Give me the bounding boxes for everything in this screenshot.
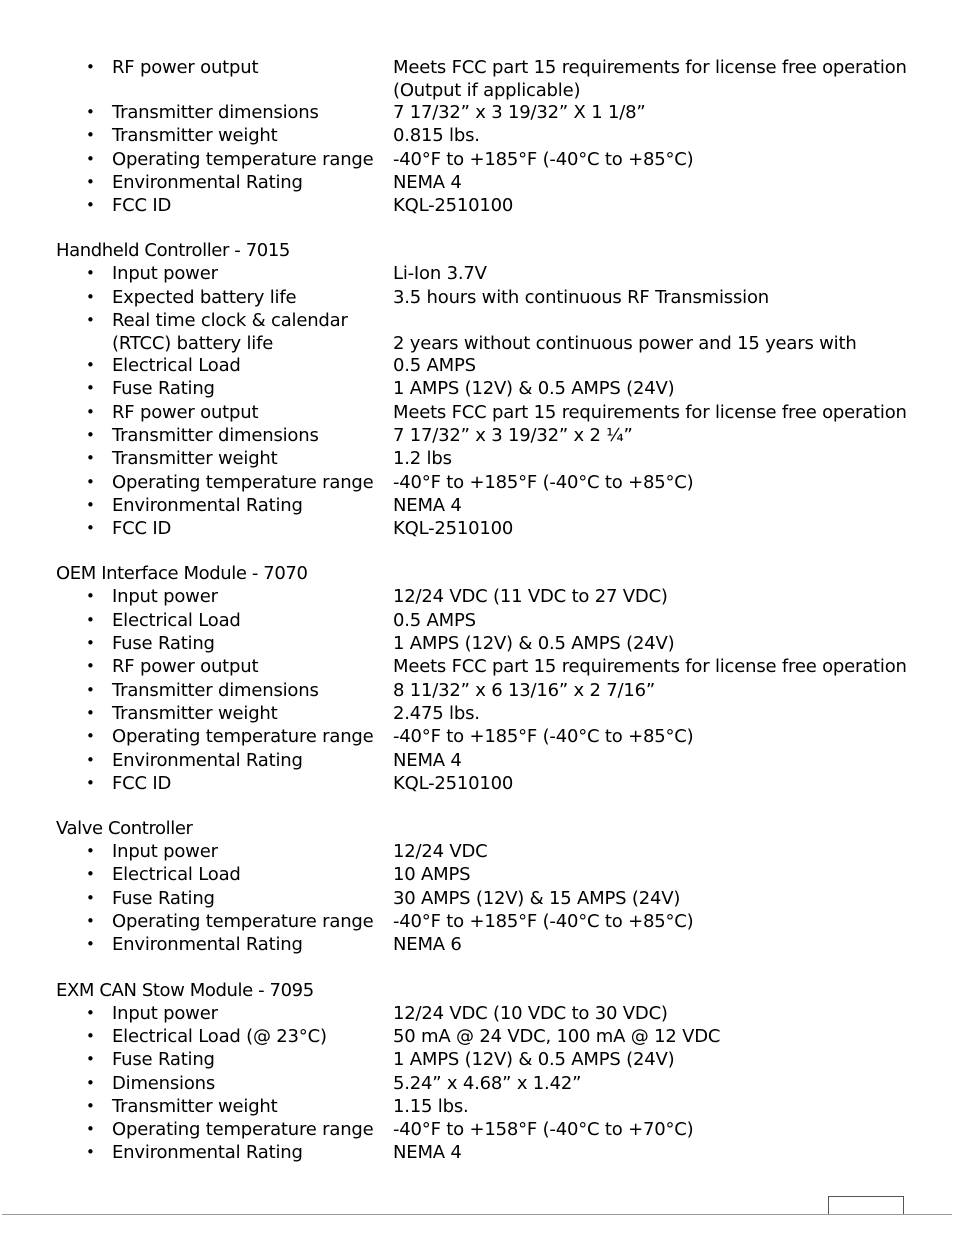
bullet-icon: • (86, 842, 95, 861)
spec-value-line: (Output if applicable) (393, 80, 581, 101)
spec-label: Dimensions (112, 1072, 216, 1094)
bullet-icon: • (86, 1003, 95, 1022)
spec-row (0, 194, 954, 217)
spec-value: NEMA 4 (393, 749, 462, 771)
spec-label: Transmitter weight (112, 702, 278, 724)
spec-value: Meets FCC part 15 requirements for license free operation (393, 656, 907, 678)
spec-row (0, 262, 954, 285)
spec-label: RF power output (112, 656, 259, 678)
spec-value: 3.5 hours with continuous RF Transmission (393, 286, 769, 308)
bullet-icon: • (86, 311, 95, 330)
spec-row (0, 632, 954, 655)
spec-value: 1 AMPS (12V) & 0.5 AMPS (24V) (393, 1049, 675, 1071)
spec-label: Environmental Rating (112, 494, 303, 516)
spec-value: -40°F to +185°F (-40°C to +85°C) (393, 148, 694, 170)
bullet-icon: • (86, 657, 95, 676)
bullet-icon: • (86, 888, 95, 907)
bullet-icon: • (86, 449, 95, 468)
spec-value-line (393, 309, 857, 332)
spec-label: Environmental Rating (112, 749, 303, 771)
spec-value (393, 56, 907, 102)
spec-value: 0.5 AMPS (393, 355, 476, 377)
spec-label: RF power output (112, 57, 259, 78)
spec-value: -40°F to +185°F (-40°C to +85°C) (393, 471, 694, 493)
spec-row (0, 1002, 954, 1025)
spec-value: NEMA 4 (393, 1142, 462, 1164)
bullet-icon: • (86, 287, 95, 306)
bullet-icon: • (86, 727, 95, 746)
spec-row (0, 679, 954, 702)
bullet-icon: • (86, 1050, 95, 1069)
spec-value: 1.2 lbs (393, 448, 452, 470)
bullet-icon: • (86, 750, 95, 769)
bullet-icon: • (86, 472, 95, 491)
spec-label: Environmental Rating (112, 1142, 303, 1164)
spec-value: Li-Ion 3.7V (393, 263, 487, 285)
spec-row (0, 772, 954, 795)
spec-row (0, 910, 954, 933)
spec-row (0, 933, 954, 956)
spec-label-line: (RTCC) battery life (112, 333, 274, 355)
spec-label: Operating temperature range (112, 1119, 374, 1141)
spec-label: Fuse Rating (112, 887, 215, 909)
spec-label: Electrical Load (112, 609, 241, 631)
spec-row (0, 863, 954, 886)
bullet-icon: • (86, 126, 95, 145)
bullet-icon: • (86, 58, 95, 76)
spec-label: Transmitter weight (112, 1095, 278, 1117)
spec-label: Operating temperature range (112, 726, 374, 748)
spec-row (0, 401, 954, 424)
spec-value-line: Meets FCC part 15 requirements for license free operation (393, 57, 907, 78)
section-title: OEM Interface Module - 7070 (56, 563, 308, 585)
spec-label: Operating temperature range (112, 471, 374, 493)
spec-label: Input power (112, 841, 218, 863)
spec-label: Input power (112, 586, 218, 608)
spec-label: FCC ID (112, 518, 172, 540)
spec-label: Transmitter dimensions (112, 424, 319, 446)
spec-label-line: Real time clock & calendar (112, 310, 348, 332)
spec-value: 12/24 VDC (11 VDC to 27 VDC) (393, 586, 668, 608)
spec-row (0, 517, 954, 540)
spec-label: Operating temperature range (112, 911, 374, 933)
spec-section-valve-controller (0, 817, 954, 956)
spec-value: 1 AMPS (12V) & 0.5 AMPS (24V) (393, 378, 675, 400)
bullet-icon: • (86, 149, 95, 168)
spec-row (0, 124, 954, 147)
spec-value: 12/24 VDC (393, 841, 488, 863)
bullet-icon: • (86, 680, 95, 699)
bullet-icon: • (86, 773, 95, 792)
footer-rule (2, 1214, 952, 1215)
bullet-icon: • (86, 495, 95, 514)
spec-label: Transmitter weight (112, 125, 278, 147)
spec-value: 0.815 lbs. (393, 125, 480, 147)
spec-value: 50 mA @ 24 VDC, 100 mA @ 12 VDC (393, 1025, 721, 1047)
bullet-icon: • (86, 1073, 95, 1092)
spec-row (0, 171, 954, 194)
spec-label: Operating temperature range (112, 148, 374, 170)
bullet-icon: • (86, 1026, 95, 1045)
spec-row (0, 354, 954, 377)
spec-value: 7 17/32” x 3 19/32” x 2 ¼” (393, 424, 633, 446)
spec-value: 5.24” x 4.68” x 1.42” (393, 1072, 582, 1094)
bullet-icon: • (86, 1143, 95, 1162)
spec-value: 0.5 AMPS (393, 609, 476, 631)
spec-value: 1.15 lbs. (393, 1095, 469, 1117)
spec-value: KQL-2510100 (393, 195, 514, 217)
spec-label: Expected battery life (112, 286, 297, 308)
spec-row (0, 609, 954, 632)
spec-label (112, 309, 348, 355)
spec-value: 7 17/32” x 3 19/32” X 1 1/8” (393, 102, 646, 123)
spec-value: -40°F to +185°F (-40°C to +85°C) (393, 911, 694, 933)
spec-label: Input power (112, 1002, 218, 1024)
spec-value: -40°F to +158°F (-40°C to +70°C) (393, 1119, 694, 1141)
page-number-tab (828, 1196, 904, 1214)
spec-value: KQL-2510100 (393, 518, 514, 540)
spec-row (0, 447, 954, 470)
spec-row (0, 148, 954, 171)
bullet-icon: • (86, 356, 95, 375)
spec-label: Transmitter weight (112, 448, 278, 470)
spec-value: 1 AMPS (12V) & 0.5 AMPS (24V) (393, 633, 675, 655)
spec-row (0, 1095, 954, 1118)
spec-row (0, 471, 954, 494)
spec-section-oem-interface-module (0, 562, 954, 795)
bullet-icon: • (86, 1096, 95, 1115)
spec-label: RF power output (112, 401, 259, 423)
spec-value: 12/24 VDC (10 VDC to 30 VDC) (393, 1002, 668, 1024)
spec-label: FCC ID (112, 195, 172, 217)
spec-row (0, 749, 954, 772)
spec-value: KQL-2510100 (393, 772, 514, 794)
spec-row (0, 840, 954, 863)
spec-label: Electrical Load (112, 355, 241, 377)
spec-row (0, 1072, 954, 1095)
spec-row (0, 1141, 954, 1164)
spec-section-handheld-controller (0, 239, 954, 540)
spec-row (0, 377, 954, 400)
spec-label: Electrical Load (112, 864, 241, 886)
spec-value: Meets FCC part 15 requirements for license free operation (393, 401, 907, 423)
section-title: EXM CAN Stow Module - 7095 (56, 979, 314, 1001)
spec-row (0, 655, 954, 678)
bullet-icon: • (86, 1120, 95, 1139)
section-title: Valve Controller (56, 818, 193, 840)
bullet-icon: • (86, 402, 95, 421)
spec-row (0, 101, 954, 124)
spec-row (0, 286, 954, 309)
spec-label: Transmitter dimensions (112, 679, 319, 701)
spec-row (0, 702, 954, 725)
section-title: Handheld Controller - 7015 (56, 240, 290, 262)
bullet-icon: • (86, 519, 95, 538)
spec-row (0, 56, 954, 101)
spec-label: Input power (112, 263, 218, 285)
spec-label: Environmental Rating (112, 171, 303, 193)
spec-section-continued (0, 56, 954, 217)
spec-row (0, 1025, 954, 1048)
spec-row (0, 725, 954, 748)
spec-document (0, 56, 954, 1165)
spec-section-exm-can-stow-module (0, 979, 954, 1165)
bullet-icon: • (86, 703, 95, 722)
bullet-icon: • (86, 634, 95, 653)
spec-label: Transmitter dimensions (112, 102, 319, 123)
spec-label: Fuse Rating (112, 1049, 215, 1071)
bullet-icon: • (86, 912, 95, 931)
spec-label: FCC ID (112, 772, 172, 794)
bullet-icon: • (86, 172, 95, 191)
spec-row (0, 424, 954, 447)
spec-label: Environmental Rating (112, 934, 303, 956)
spec-row (0, 887, 954, 910)
bullet-icon: • (86, 264, 95, 283)
spec-value: NEMA 4 (393, 171, 462, 193)
spec-row (0, 1118, 954, 1141)
bullet-icon: • (86, 425, 95, 444)
spec-row (0, 1048, 954, 1071)
spec-row (0, 585, 954, 608)
spec-value: 2.475 lbs. (393, 702, 480, 724)
spec-row (0, 309, 954, 354)
spec-label: Fuse Rating (112, 378, 215, 400)
bullet-icon: • (86, 196, 95, 215)
bullet-icon: • (86, 865, 95, 884)
bullet-icon: • (86, 587, 95, 606)
bullet-icon: • (86, 935, 95, 954)
bullet-icon: • (86, 610, 95, 629)
spec-value-line: 2 years without continuous power and 15 years with (393, 333, 857, 355)
spec-value: NEMA 4 (393, 494, 462, 516)
spec-value (393, 309, 857, 355)
spec-label: Electrical Load (@ 23°C) (112, 1025, 327, 1047)
spec-row (0, 494, 954, 517)
spec-value: 10 AMPS (393, 864, 471, 886)
spec-value: 30 AMPS (12V) & 15 AMPS (24V) (393, 887, 681, 909)
spec-value: 8 11/32” x 6 13/16” x 2 7/16” (393, 679, 656, 701)
bullet-icon: • (86, 103, 95, 121)
spec-value: -40°F to +185°F (-40°C to +85°C) (393, 726, 694, 748)
spec-label: Fuse Rating (112, 633, 215, 655)
bullet-icon: • (86, 379, 95, 398)
spec-value: NEMA 6 (393, 934, 462, 956)
